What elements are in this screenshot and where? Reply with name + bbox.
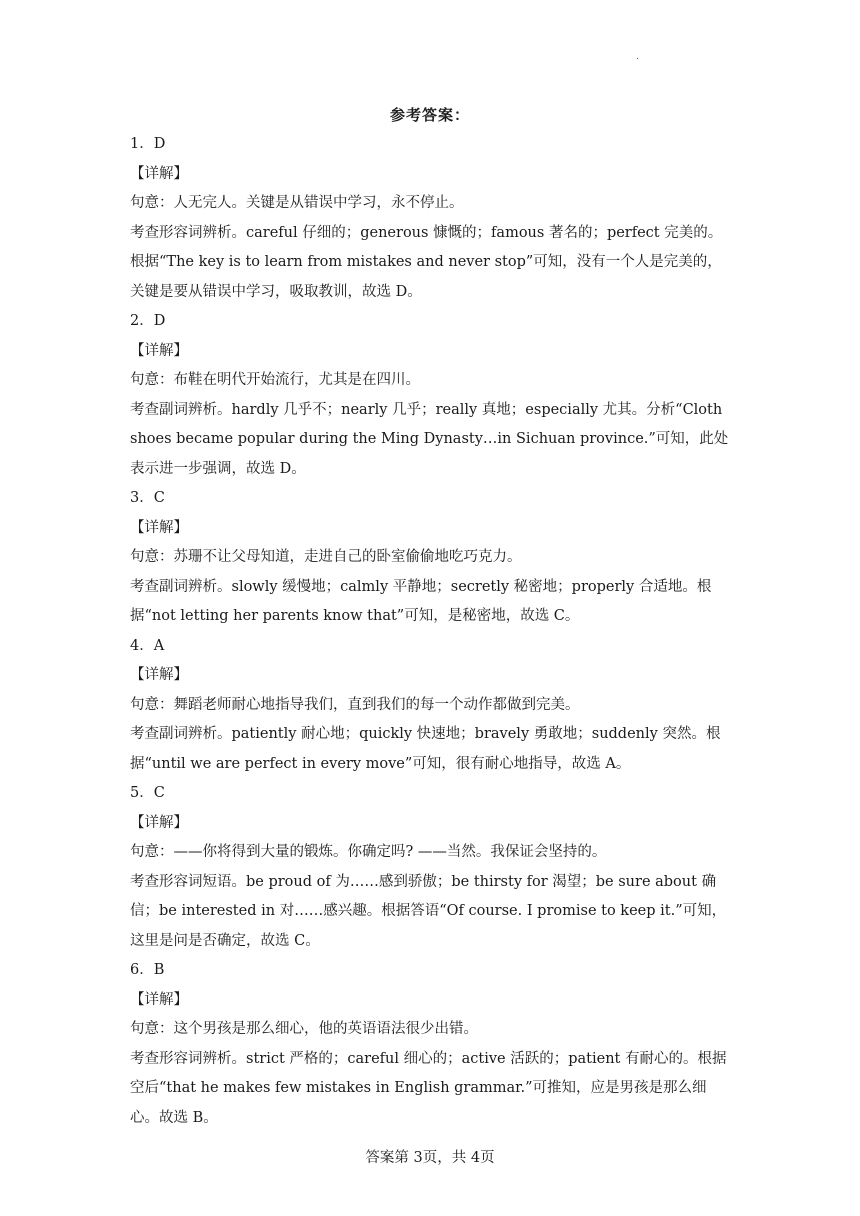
analysis-text: 考查副词辨析。hardly 几乎不；nearly 几乎；really 真地；especially 尤其。分析“Cloth shoes became popular during the Ming Dynasty…in Sichuan province.”可知，此处表示进一步强调，故选 D。 [130,401,729,477]
explanation-tag: 【详解】 [130,814,188,831]
answer-number: 6．B [130,962,165,978]
sentence-meaning: 句意：苏珊不让父母知道，走进自己的卧室偷偷地吃巧克力。 [130,549,522,565]
header-dot: . [636,52,639,62]
sentence-meaning: 句意：舞蹈老师耐心地指导我们，直到我们的每一个动作都做到完美。 [130,696,580,713]
answer-number: 1．D [130,136,166,152]
answer-item [130,130,732,307]
answer-number: 5．C [130,785,165,801]
sentence-meaning: 句意：——你将得到大量的锻炼。你确定吗? ——当然。我保证会坚持的。 [130,844,607,860]
analysis-text: 考查形容词短语。be proud of 为……感到骄傲；be thirsty for 渴望；be sure about 确信；be interested in 对……感兴趣。根据答语“Of course. I promise to keep it.”可知，这里是问是否确定，故选 C。 [130,873,727,949]
explanation-tag: 【详解】 [130,519,188,536]
sentence-meaning: 句意：人无完人。关键是从错误中学习，永不停止。 [130,195,464,211]
answer-item [130,307,732,484]
explanation-tag: 【详解】 [130,165,188,182]
explanation-tag: 【详解】 [130,667,188,683]
explanation-tag: 【详解】 [130,991,188,1008]
page-footer: 答案第 3页，共 4页 [365,1150,495,1166]
answer-number: 4．A [130,637,165,654]
sentence-meaning: 句意：这个男孩是那么细心，他的英语语法很少出错。 [130,1021,478,1037]
answer-number: 3．C [130,490,165,506]
answer-item [130,956,732,1133]
answer-list [130,130,732,1133]
answer-number: 2．D [130,313,166,329]
explanation-tag: 【详解】 [130,342,188,359]
answer-item [130,779,732,956]
analysis-text: 考查形容词辨析。strict 严格的；careful 细心的；active 活跃的；patient 有耐心的。根据空后“that he makes few mistakes in English grammar.”可推知，应是男孩是那么细心。故选 B。 [130,1050,727,1126]
answer-item [130,632,732,780]
sentence-meaning: 句意：布鞋在明代开始流行，尤其是在四川。 [130,372,420,388]
analysis-text: 考查副词辨析。slowly 缓慢地；calmly 平静地；secretly 秘密地；properly 合适地。根据“not letting her parents know that”可知，是秘密地，故选 C。 [130,578,712,624]
analysis-text: 考查形容词辨析。careful 仔细的；generous 慷慨的；famous 著名的；perfect 完美的。根据“The key is to learn from mistakes and never stop”可知，没有一个人是完美的，关键是要从错误中学习，吸取教训，故选 D。 [130,224,723,300]
analysis-text: 考查副词辨析。patiently 耐心地；quickly 快速地；bravely 勇敢地；suddenly 突然。根据“until we are perfect in every move”可知，很有耐心地指导，故选 A。 [130,726,721,772]
answer-item [130,484,732,632]
page-title: 参考答案： [389,106,470,124]
